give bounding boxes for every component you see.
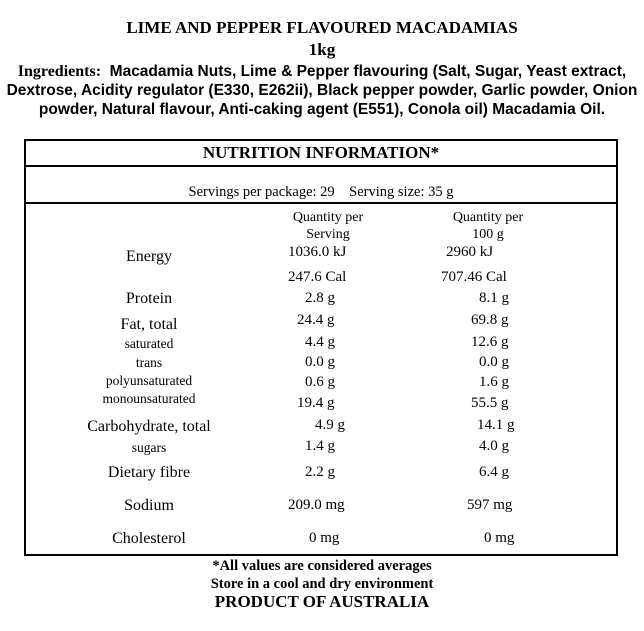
row-label: monounsaturated [102, 391, 196, 406]
row-serving-value: 1.4 g [305, 438, 335, 454]
row-100g-value: 4.0 g [479, 438, 509, 454]
row-label: saturated [124, 336, 174, 351]
row-label: Energy [126, 248, 172, 265]
storage-instructions: Store in a cool and dry environment [210, 576, 434, 592]
row-100g-value: 8.1 g [479, 290, 509, 306]
row-serving-value: 1036.0 kJ [288, 244, 347, 260]
row-serving-value: 0.0 g [305, 354, 335, 370]
row-serving-value: 0 mg [309, 530, 340, 546]
row-100g-value: 2960 kJ [446, 244, 494, 260]
row-label: sugars [131, 440, 167, 455]
row-label: Fat, total [120, 316, 178, 333]
row-label: Sodium [124, 497, 174, 514]
column-header-100g-line1: Quantity per [452, 210, 524, 225]
row-100g-value: 0 mg [484, 530, 515, 546]
nutrition-title: NUTRITION INFORMATION* [202, 143, 440, 162]
row-100g-value: 14.1 g [477, 417, 515, 433]
ingredients-label: Ingredients: [17, 63, 102, 80]
footnote: *All values are considered averages [212, 558, 432, 574]
row-100g-value: 1.6 g [479, 374, 509, 390]
row-label: Cholesterol [112, 530, 186, 547]
row-100g-value: 0.0 g [479, 354, 509, 370]
row-serving-value: 2.2 g [305, 464, 335, 480]
ingredients-list: Macadamia Nuts, Lime & Pepper flavouring (Salt, Sugar, Yeast extract, Dextrose, Acidity regulator (E330, E262ii), Black pepper powder, Garlic powder, Onion powder, Natural flavour, Anti-caking agent (E551), Conola oil) Macadamia Oil. [6, 63, 638, 118]
row-serving-value: 19.4 g [297, 395, 335, 411]
row-label: Protein [125, 290, 173, 307]
row-label: polyunsaturated [105, 373, 193, 388]
column-header-serving [248, 209, 408, 243]
row-100g-value: 12.6 g [471, 334, 509, 350]
column-header-100g-line2: 100 g [472, 227, 504, 242]
servings-info: Servings per package: 29 Serving size: 35 g [188, 184, 454, 200]
row-serving-value: 2.8 g [305, 290, 335, 306]
ingredients-text [6, 62, 638, 119]
row-100g-value: 69.8 g [471, 312, 509, 328]
row-100g-value: 6.4 g [479, 464, 509, 480]
product-weight: 1kg [308, 40, 336, 59]
row-100g-value: 707.46 Cal [441, 269, 507, 285]
row-serving-value: 247.6 Cal [288, 269, 347, 285]
column-header-serving-line1: Quantity per [292, 210, 364, 225]
divider [26, 202, 616, 204]
row-label: Carbohydrate, total [87, 418, 211, 435]
column-header-100g [418, 209, 558, 243]
row-label: trans [135, 355, 163, 370]
row-label: Dietary fibre [107, 464, 191, 481]
row-serving-value: 0.6 g [305, 374, 335, 390]
row-100g-value: 55.5 g [471, 395, 509, 411]
row-serving-value: 4.4 g [305, 334, 335, 350]
nutrition-panel [24, 139, 618, 556]
column-header-serving-line2: Serving [306, 227, 350, 242]
divider [26, 165, 616, 167]
product-origin: PRODUCT OF AUSTRALIA [214, 592, 430, 611]
row-100g-value: 597 mg [467, 497, 513, 513]
row-serving-value: 24.4 g [297, 312, 335, 328]
row-serving-value: 209.0 mg [288, 497, 345, 513]
row-serving-value: 4.9 g [315, 417, 345, 433]
product-title: LIME AND PEPPER FLAVOURED MACADAMIAS [126, 18, 518, 37]
